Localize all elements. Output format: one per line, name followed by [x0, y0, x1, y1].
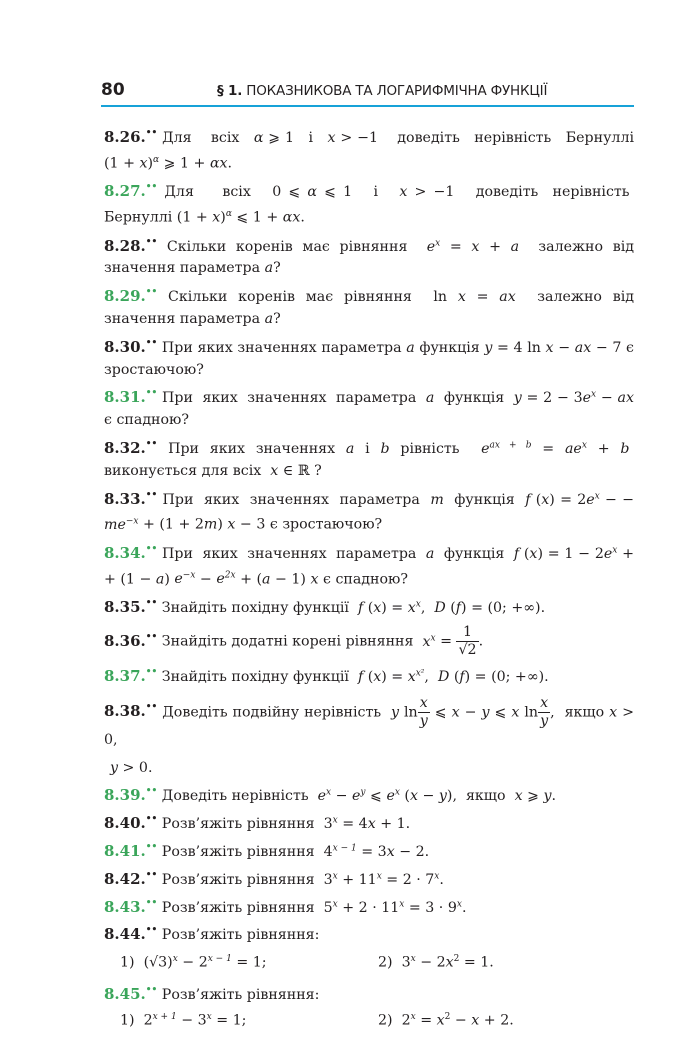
exercise-8-44: 8.44.•• Розв’яжіть рівняння: [104, 925, 320, 944]
exercise-number: 8.35.•• [104, 598, 158, 617]
exercise-number: 8.27.•• [104, 182, 158, 201]
exercise-number: 8.41.•• [104, 842, 158, 861]
exercise-8-28: 8.28.•• Скільки коренів має рівняння $e^x = x + a$ залежно від значення параметра a? [104, 236, 634, 277]
section-title: ПОКАЗНИКОВА ТА ЛОГАРИФМІЧНА ФУНКЦІЇ [246, 83, 548, 99]
exercise-number: 8.37.•• [104, 667, 158, 686]
exercise-number: 8.31.•• [104, 388, 158, 407]
exercise-8-42: 8.42.•• Розв’яжіть рівняння $3^x + 11^x = 2 \cdot 7^x$. [104, 869, 444, 888]
exercise-8-36: 8.36.•• Знайдіть додатні корені рівняння $x^x$ = $\frac{1}{√2}$ . [104, 624, 484, 659]
exercise-number: 8.43.•• [104, 897, 158, 916]
exercise-8-30: 8.30.•• При яких значеннях параметра a функція y = 4 ln x − ax − 7 є зростаючою? [104, 337, 634, 378]
exercise-number: 8.39.•• [104, 786, 158, 805]
exercise-number: 8.38.•• [104, 702, 158, 721]
header-rule [101, 105, 634, 107]
part-1: 1) $2^{x + 1} - 3^x = 1$; [120, 1011, 247, 1029]
exercise-8-45: 8.45.•• Розв’яжіть рівняння: [104, 984, 320, 1003]
exercise-number: 8.32.•• [104, 439, 158, 458]
exercise-8-31: 8.31.•• При яких значеннях параметра a функція $y = 2 - 3e^x$ − ax є спадною? [104, 388, 634, 429]
exercise-8-38-cont: y > 0. [110, 759, 153, 776]
exercise-8-41: 8.41.•• Розв’яжіть рівняння $4^{x - 1} = 3x - 2$. [104, 842, 430, 861]
part-2: 2) $2^x = x^2 - x + 2$. [378, 1011, 514, 1029]
exercise-number: 8.30.•• [104, 337, 158, 356]
exercise-number: 8.42.•• [104, 869, 158, 888]
exercise-number: 8.33.•• [104, 489, 158, 508]
section-mark: § 1. [217, 83, 243, 99]
exercise-8-43: 8.43.•• Розв’яжіть рівняння $5^x + 2 \cdot 11^x = 3 \cdot 9^x$. [104, 897, 467, 916]
part-1: 1) $(√3)^x - 2^{x - 1} = 1$; [120, 954, 267, 971]
exercise-number: 8.44.•• [104, 925, 158, 944]
exercise-number: 8.29.•• [104, 287, 158, 306]
exercise-number: 8.34.•• [104, 543, 158, 562]
exercise-8-40: 8.40.•• Розв’яжіть рівняння $3^x = 4x + 1$. [104, 814, 411, 833]
exercise-8-32: 8.32.•• При яких значеннях a і b рівність $e^{ax + b} = ae^x + b$ виконується для всіх x ∈ ℝ ? [104, 439, 634, 479]
page-number: 80 [101, 80, 125, 100]
exercise-number: 8.26.•• [104, 128, 158, 146]
exercise-8-29: 8.29.•• Скільки коренів має рівняння ln x = ax залежно від значення параметра a? [104, 287, 634, 328]
exercise-8-44-parts [120, 949, 634, 975]
exercise-list [104, 124, 634, 1032]
exercise-8-33: 8.33.•• При яких значеннях параметра m функція f $(x) = 2e^x$ − − $me^{-x} + (1 + 2m) x - 3$ є зростаючою? [104, 489, 635, 534]
exercise-number: 8.45.•• [104, 984, 158, 1003]
exercise-8-35: 8.35.•• Знайдіть похідну функції f $(x) = x^x$, D (f) = (0; +∞). [104, 598, 546, 617]
exercise-number: 8.40.•• [104, 814, 158, 833]
exercise-8-26: 8.26.•• Для всіх α ⩾ 1 і x > −1 доведіть нерівність Бернуллі $(1 + x)^\alpha$ ⩾ 1 + αx. [104, 128, 634, 172]
exercise-8-45-parts [120, 1007, 634, 1033]
exercise-8-39: 8.39.•• Доведіть нерівність $e^x - e^y$ ⩽ $e^x$ (x − y), якщо x ⩾ y. [104, 786, 557, 805]
exercise-number: 8.36.•• [104, 631, 158, 650]
exercise-8-38: 8.38.•• Доведіть подвійну нерівність y ln $\frac{x}{y}$ ⩽ x − y ⩽ x ln $\frac{x}{y}$ , якщо x > 0, [104, 694, 635, 748]
exercise-8-27: 8.27.•• Для всіх 0 ⩽ α ⩽ 1 і x > −1 доведіть нерівність Бернуллі $(1 + x)^\alpha$ ⩽ 1 + αx. [104, 182, 634, 226]
section-header [217, 83, 547, 99]
exercise-8-37: 8.37.•• Знайдіть похідну функції f $(x) = x^{x^2}$, D (f) = (0; +∞). [104, 667, 549, 686]
exercise-8-34: 8.34.•• При яких значеннях параметра a функція f $(x) = 1 - 2e^x$ + + (1 − a) $e^{-x} - e^{2x} + (a - 1)$ x є спадною? [104, 543, 635, 588]
part-2: 2) $3^x - 2x^2 = 1$. [378, 954, 494, 971]
exercise-number: 8.28.•• [104, 236, 158, 255]
